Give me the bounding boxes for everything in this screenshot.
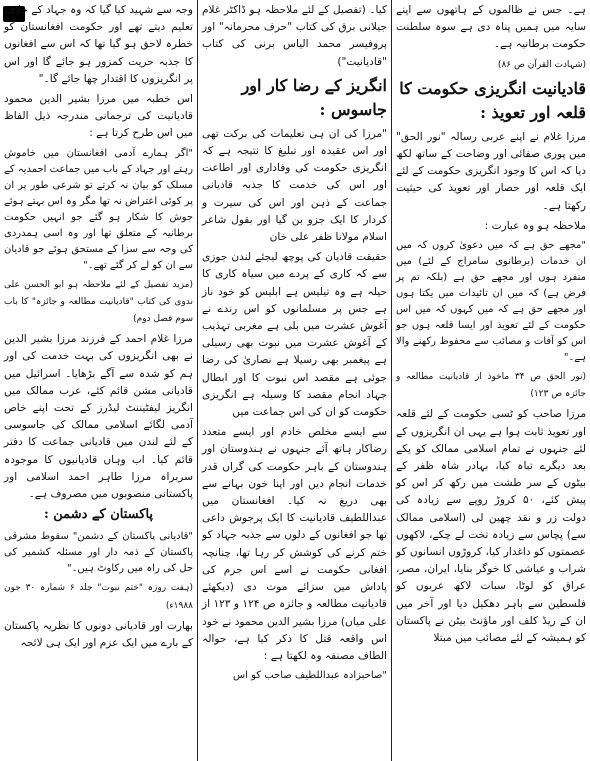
paragraph: حقیقت قادیان کی پوچھ لیجئے لندن جوزی سے کہ کاری کے پردے میں سیاہ کاری کا حیلہ ہے وہ تیلیس ہے ابلیس کو خود ناز ہے جس پر مسلمانوں کو اس رندے نے آغوش عشرت میں بلی ہے مغربی تہذیب کے آغوش عشرت میں نبوت بھی رسیلی ہے پیغمبر بھی رسیلا ہے نصاریٰ کی رضا جوئی ہے مقصد اس نبوت کا اور ابطال جہاد انجام مقصد کا وسیلہ ہے انگریزی حکومت کو ان کی اس جماعت میں bbox=[202, 251, 387, 419]
quotation: "قادیانی پاکستان کے دشمن" سقوط مشرقی پاکستان کے ذمہ دار اور مسئلہ کشمیر کی حل کی راہ میں رکاوٹ ہیں۔" bbox=[4, 531, 193, 575]
paragraph: وجہ سے شہید کیا گیا کہ وہ جہاد کے خلاف تعلیم دیتے تھے اور حکومت افغانستان کو خطرہ لاحق ہو گیا تھا کہ اس سے افغانوں کا جذبہ حریت کمزور ہو جائے گا اور اس پر انگریزوں کا اقتدار چھا جائے گا۔" bbox=[4, 4, 193, 85]
middle-column bbox=[197, 0, 392, 761]
paragraph: "مرزا کی ان ہی تعلیمات کی برکت تھی اور اس عقیدہ اور تبلیغ کا نتیجہ ہے کہ انگریزی حکومت کی وفاداری اور اطاعت اور اس کی خدمت کا جذبہ قادیانی جماعت کے ذہن اور اس کی سیرت و کردار کا ایک جزو بن گیا اور بقول شاعر اسلام مولانا ظفر علی خان bbox=[202, 127, 387, 244]
paragraph: سے ایسے مخلص خادم اور ایسے متعدد رضاکار ہاتھ آئے جنہوں نے ہندوستان اور ہندوستان کے باہر حکومت کی گراں قدر خدمات انجام دیں اور اپنا خون بہانے سے بھی دریغ نہ کیا۔ افغانستان میں عبداللطیف قادیانیت کا ایک پرجوش داعی تھا جو افغانوں کے دلوں سے جذبہ جہاد کو ختم کرنے کی کوشش کر رہا تھا، چنانچہ افغانی حکومت نے اسے اس جرم کی پاداش میں سزائے موت دی (دیکھئے قادیانیت مطالعہ و جائزہ ص ۱۲۴ و ۱۲۳ از علی میاں) مرزا بشیر الدین محمود نے خود اس واقعہ قتل کا ذکر کیا ہے، حوالہ الطاف مصنفہ وہ لکھتا ہے : bbox=[202, 426, 387, 662]
reference: (شہادت القرآن ص ۸۶) bbox=[497, 59, 586, 70]
paragraph: کیا۔ (تفصیل کے لئے ملاحظہ ہو ڈاکٹر غلام جیلانی برق کی کتاب "حرف محرمانہ" اور پروفیسر محمد الیاس برنی کی کتاب "قادیانیت") bbox=[202, 4, 387, 68]
reference: (مزید تفصیل کے لئے ملاحظہ ہو ابو الحسن علی ندوی کی کتاب "قادیانیت مطالعہ و جائزہ" کا باب سوم فصل دوم) bbox=[4, 279, 193, 325]
quotation: "صاحبزادہ عبداللطیف صاحب کو اس bbox=[232, 670, 387, 682]
paragraph: مرزا صاحب کو ٹسی حکومت کے لئے قلعہ اور تعویذ ثابت ہوا ہے یہی ان انگریزوں کے لئے جنہوں نے تمام اسلامی ممالک کو یکے بعد دیگرے تباہ کیا، بہادر شاہ ظفر کے بیٹوں کے سر طشت میں رکھ کر اس کو پیش کئے، ۵۰ کروڑ روپے سے زیادہ کی دولت زر و نقد چھین لی (اسلامی ممالک سے) پچاس سے زیادہ تخت لے چکے، لاکھوں عصمتوں کو داغدار کیا، کروڑوں انسانوں کو شراب و عیاشی کا خوگر بنایا، ایران، مصر، عراق کو لوٹا، سبات لاکھ عربوں کو فلسطین سے باہر دھکیل دیا اور آخر میں ان کے ریڈ کلف اور ماؤنٹ بیٹن نے پاکستان کو ہمیشہ کے لئے مصائب میں مبتلا bbox=[396, 408, 586, 645]
paragraph: مرزا غلام نے اپنے عربی رسالہ "نور الحق" میں پوری صفائی اور وضاحت کے ساتھ لکھ دیا کہ اس کا وجود انگریزی حکومت کے لئے ایک قلعہ اور حصار اور تعویذ کی حیثیت رکھتا ہے۔ bbox=[396, 130, 586, 212]
reference: (ہفت روزہ "ختم نبوت" جلد ۶ شمارہ ۳۰ جون ۱۹۸۸ء) bbox=[4, 583, 194, 611]
quotation: "مجھے حق ہے کہ میں دعویٰ کروں کہ میں ان خدمات (برطانوی سامراج کے لئے) میں منفرد ہوں اور مجھے حق ہے (بلکہ تم پر فرض ہے) کہ میں ان تائیدات میں یکتا ہوں اور مجھے حق ہے کہ میں کہوں کہ میں اس حکومت کے لئے تعویذ اور ایسا قلعہ ہوں جو اس کو آفات و مصائب سے محفوظ رکھنے والا ہے۔" bbox=[396, 240, 586, 364]
paragraph: ملاحظہ ہو وہ عبارت : bbox=[484, 219, 586, 232]
left-column bbox=[0, 0, 197, 761]
paragraph: ہے۔ جس نے ظالموں کے ہاتھوں سے اپنے سایہ میں ہمیں پناہ دی ہے سوہ سلطنت حکومت برطانیہ ہے۔ bbox=[396, 4, 586, 51]
paragraph: بھارت اور قادیانی دونوں کا نظریہ پاکستان کے بارے میں ایک عزم اور ایک ہی لائحہ bbox=[4, 619, 193, 650]
reference: (نور الحق ص ۳۴ ماخوذ از قادیانیت مطالعہ و جائزہ ص ۱۲۳) bbox=[396, 372, 586, 400]
section-heading: پاکستان کے دشمن : bbox=[43, 507, 154, 523]
quotation: "اگر ہمارے آدمی افغانستان میں خاموش رہتے اور جہاد کے باب میں جماعت احمدیہ کے مسلک کو بیان نہ کرتے تو شرعی طور پر ان پر کوئی اعتراض نہ تھا مگر وہ اس بہتے ہوئے جوش کا شکار ہو گئے جو انہیں حکومت برطانیہ کے متعلق تھا اور وہ اسی ہمدردی کی وجہ سے سزا کے مستحق ہوئے جو قادیان سے ان کو لے کر گئے تھے۔" bbox=[4, 147, 193, 271]
section-heading: قادیانیت انگریزی حکومت کا قلعہ اور تعویذ : bbox=[399, 78, 586, 122]
paragraph: مرزا غلام احمد کے فرزند مرزا بشیر الدین نے بھی انگریزوں کی بہت خدمت کی اور ہم کو شدہ سے آگے بڑھایا۔ اسرائیل میں قادیانی مشن قائم کئے، عرب ممالک میں انگریز لیفٹیننٹ لیڈرز کے تحت اپنے خاص آدمی لگائے اسلامی ممالک کی جاسوسی کے لئے لندن میں قادیانی جماعت کا دفتر قائم کیا۔ اب وہاں قادیانیوں کا موجودہ سربراہ مرزا طاہر احمد اسلامی اور پاکستانی منصوبوں میں مصروف ہے۔ bbox=[4, 333, 193, 501]
section-heading: انگریز کے رضا کار اور جاسوس : bbox=[241, 75, 387, 119]
right-column bbox=[392, 0, 590, 761]
paragraph: اس خطبہ میں مرزا بشیر الدین محمود قادیانیت کی ترجمانی مندرجہ ذیل الفاظ میں اس طرح کرتا ہے : bbox=[4, 93, 193, 140]
